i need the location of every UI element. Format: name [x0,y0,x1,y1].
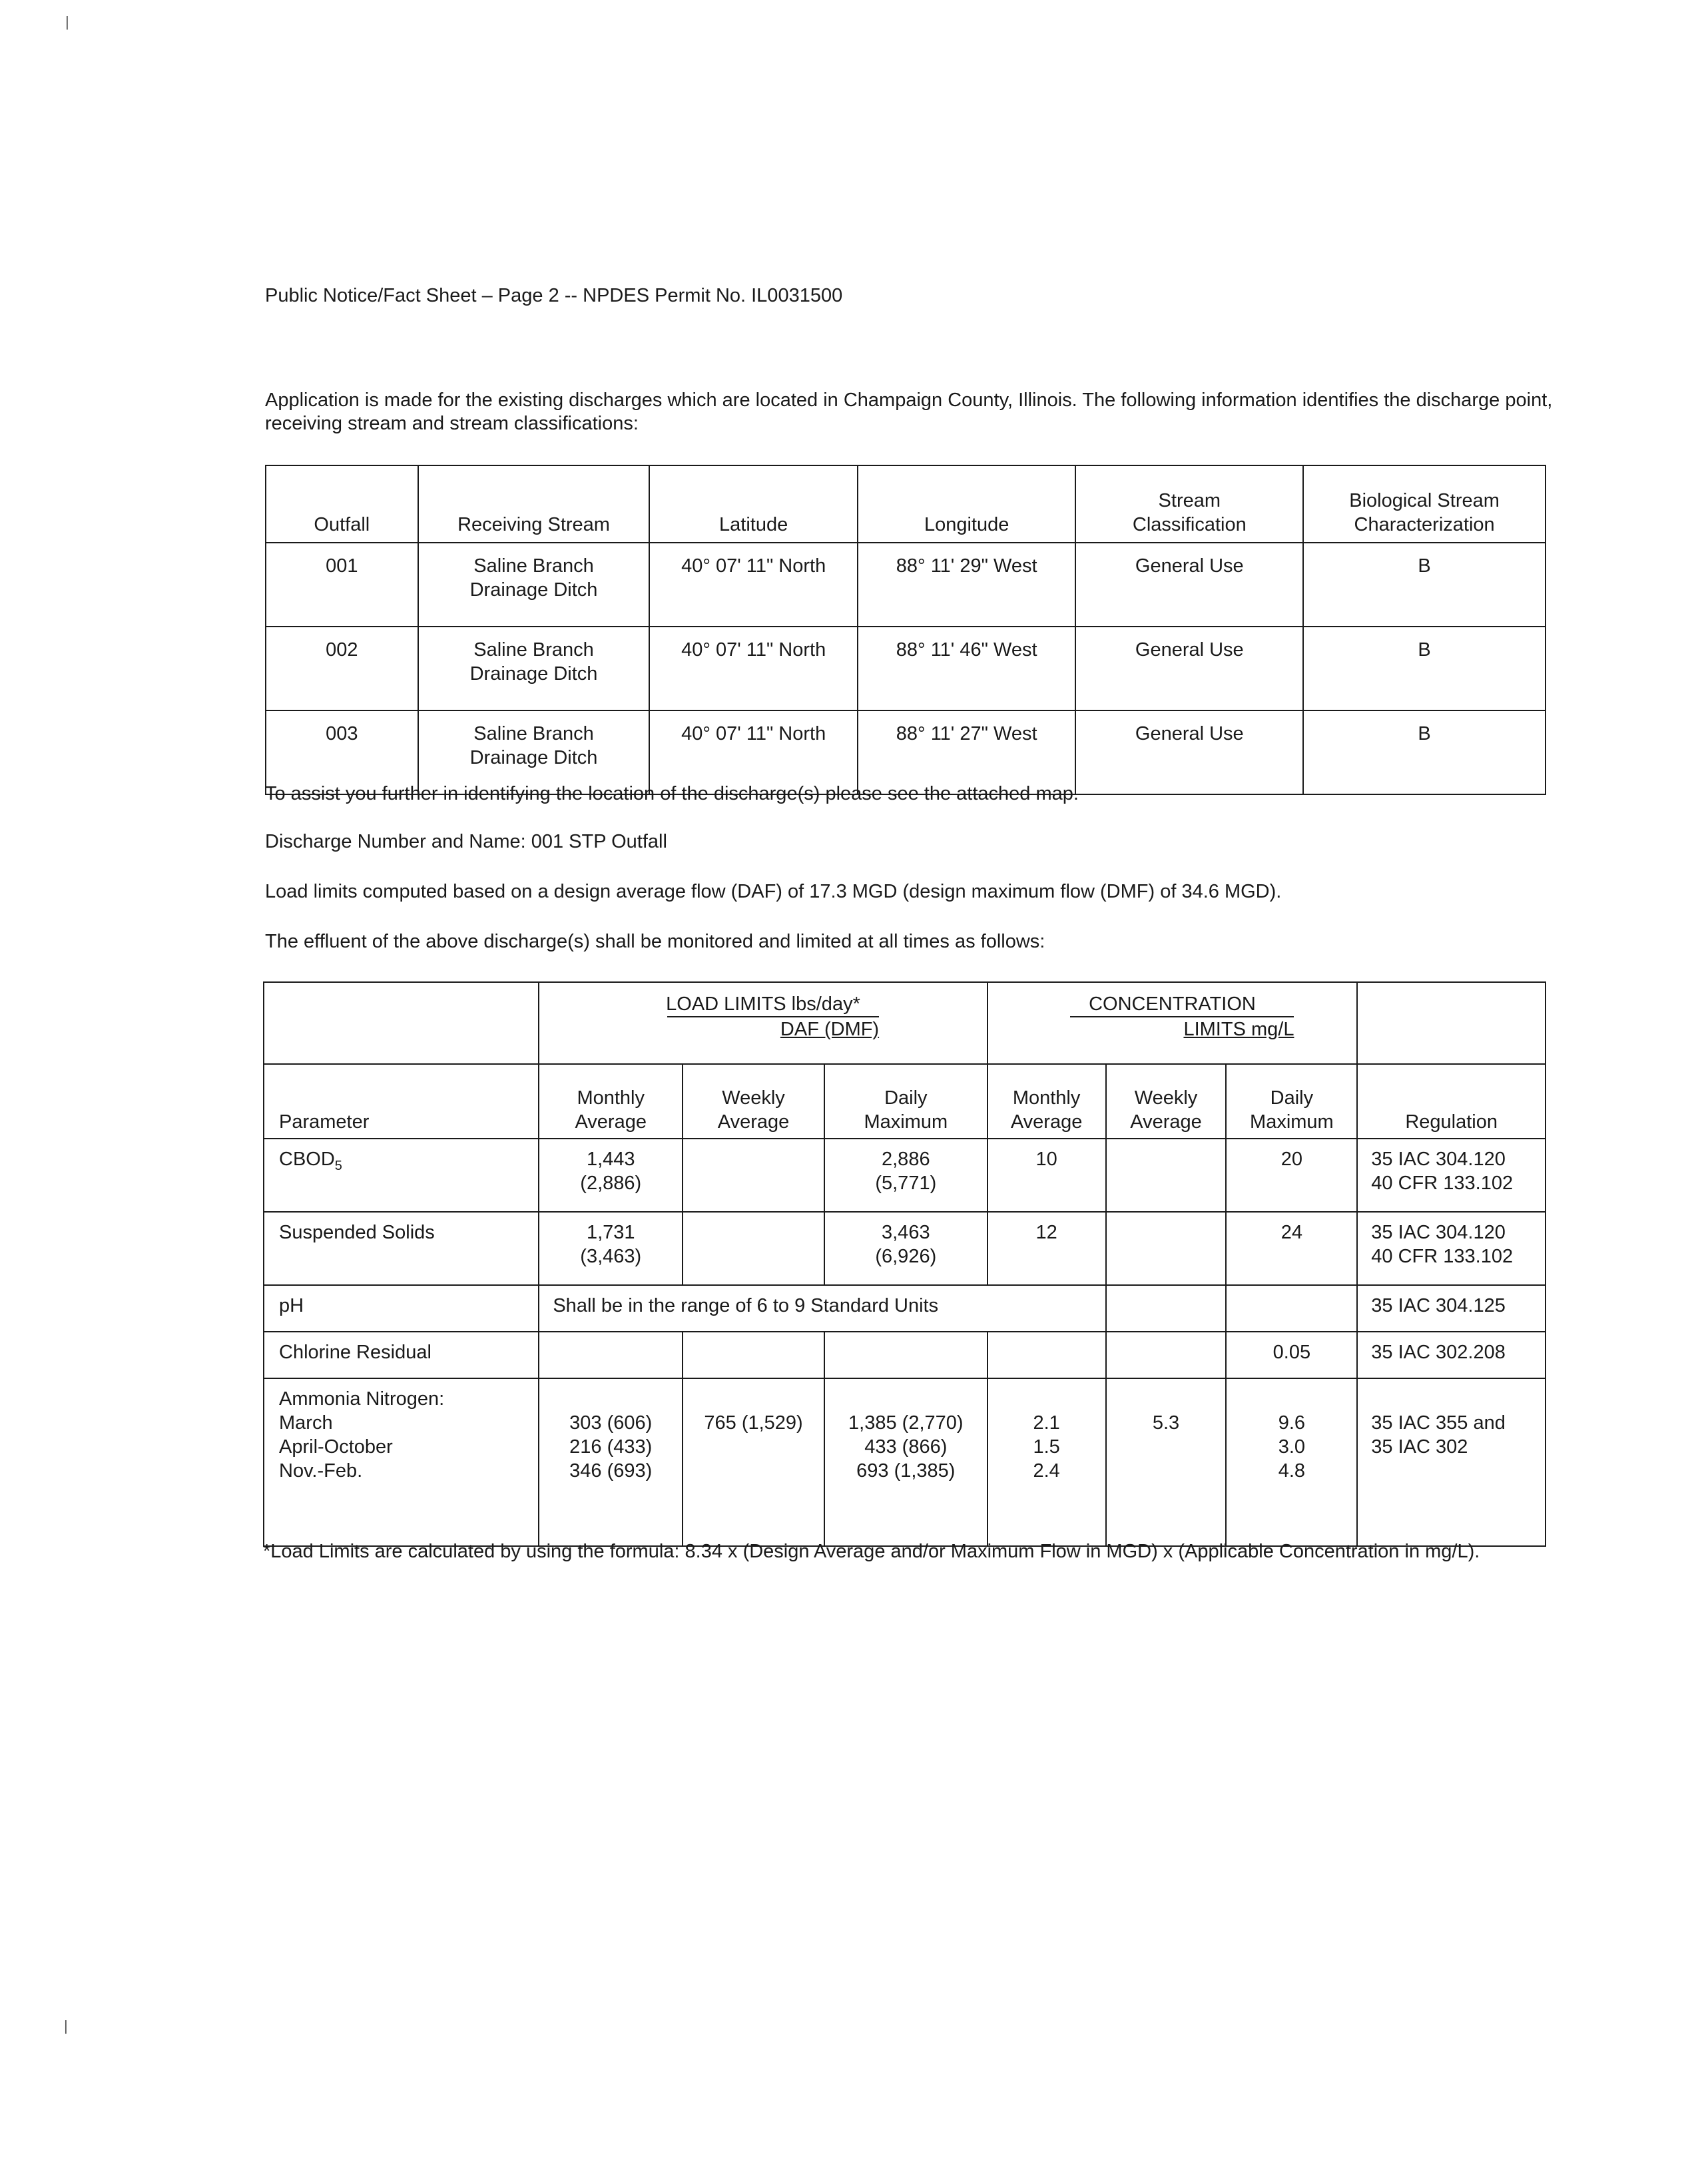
group-header-row [264,982,1546,1064]
cell-classification: General Use [1075,627,1303,710]
value: 2.1 [1033,1412,1060,1434]
stream-name: Saline Branch Drainage Ditch [469,555,598,601]
col-header-load-monthly [539,1064,683,1139]
scan-mark: | [65,13,69,30]
col-header-conc-monthly [988,1064,1106,1139]
cell-ph-range: Shall be in the range of 6 to 9 Standard Units [539,1285,1105,1332]
cell-load-monthly [539,1378,683,1546]
cell-conc-weekly [1106,1139,1227,1212]
cell-load-daily [824,1378,988,1546]
value: Ammonia Nitrogen: [279,1388,445,1410]
cell-classification: General Use [1075,710,1303,794]
cell-bio: B [1303,710,1546,794]
outfall-header-row [266,465,1546,543]
cell-conc-monthly [988,1378,1106,1546]
header-label: Weekly Average [717,1087,790,1133]
param-chlorine: Chlorine Residual [264,1332,539,1378]
value: 35 IAC 355 and [1371,1412,1506,1434]
effluent-limits-table [263,981,1546,1547]
table-row-suspended-solids [264,1212,1546,1285]
footnote: *Load Limits are calculated by using the formula: 8.34 x (Design Average and/or Maximum Flow in MGD) x (Applicable Concentration in mg/L). [263,1541,1480,1562]
table-row-ammonia [264,1378,1546,1546]
cell-conc-daily: 0.05 [1226,1332,1357,1378]
table-row [266,627,1546,710]
param-ammonia [264,1378,539,1546]
value: (3,463) [580,1246,642,1267]
value: 693 (1,385) [856,1460,956,1482]
value: Nov.-Feb. [279,1460,363,1482]
cell-conc-daily: 20 [1226,1139,1357,1212]
cell-load-monthly [539,1139,683,1212]
value: 3,463 [882,1222,930,1243]
cell-load-monthly [539,1332,683,1378]
col-header-regulation: Regulation [1357,1064,1546,1139]
stream-name: Saline Branch Drainage Ditch [469,639,598,684]
outfall-table [265,465,1546,795]
cell-longitude: 88° 11' 46" West [858,627,1076,710]
value: 3.0 [1278,1436,1306,1458]
col-header-load-daily [824,1064,988,1139]
cell-load-daily [824,1139,988,1212]
concentration-limits-group [988,982,1358,1064]
blank-cell [1357,982,1546,1064]
col-header-latitude: Latitude [649,465,858,543]
value: 1,731 [586,1222,635,1243]
value: 1,443 [586,1149,635,1170]
header-label: Monthly Average [1010,1087,1083,1133]
value: 2,886 [882,1149,930,1170]
table-row [266,543,1546,627]
load-limits-subtitle: DAF (DMF) [667,1016,879,1041]
concentration-title: CONCENTRATION [1089,993,1256,1015]
table-row [266,710,1546,794]
column-header-row [264,1064,1546,1139]
bio-characterization-label: Biological Stream Characterization [1349,490,1500,535]
discharge-paragraph: Discharge Number and Name: 001 STP Outfall [265,831,667,852]
value: 433 (866) [864,1436,948,1458]
cell-load-daily [824,1332,988,1378]
cell-outfall: 002 [266,627,418,710]
col-header-stream-classification [1075,465,1303,543]
col-header-conc-daily [1226,1064,1357,1139]
cell-conc-weekly [1106,1332,1227,1378]
value: 303 (606) [569,1412,653,1434]
cell-conc-monthly: 12 [988,1212,1106,1285]
cell-stream [418,627,650,710]
param-ph: pH [264,1285,539,1332]
value: 346 (693) [569,1460,653,1482]
load-paragraph: Load limits computed based on a design average flow (DAF) of 17.3 MGD (design maximum flow (DMF) of 34.6 MGD). [265,881,1282,902]
cell-conc-weekly [1106,1212,1227,1285]
cell-load-weekly: 765 (1,529) [683,1378,824,1546]
concentration-subtitle: LIMITS mg/L [1070,1016,1294,1041]
cell-regulation [1357,1212,1546,1285]
cell-latitude: 40° 07' 11" North [649,627,858,710]
cell-outfall: 003 [266,710,418,794]
cell-conc-daily: 24 [1226,1212,1357,1285]
cell-latitude: 40° 07' 11" North [649,543,858,627]
cell-load-monthly [539,1212,683,1285]
value: (5,771) [875,1173,937,1194]
load-limits-title: LOAD LIMITS lbs/day* [666,993,860,1015]
param-suspended-solids: Suspended Solids [264,1212,539,1285]
value: 35 IAC 302 [1371,1436,1468,1458]
cell-bio: B [1303,627,1546,710]
cell-load-weekly [683,1212,824,1285]
value: 35 IAC 304.120 [1371,1149,1506,1170]
value: 2.4 [1033,1460,1060,1482]
header-label: Daily Maximum [864,1087,948,1133]
value: March [279,1412,333,1434]
cell-classification: General Use [1075,543,1303,627]
table-row-cbod [264,1139,1546,1212]
col-header-bio-characterization [1303,465,1546,543]
stream-classification-label: Stream Classification [1132,490,1247,535]
cell-load-daily [824,1212,988,1285]
col-header-longitude: Longitude [858,465,1076,543]
stream-name: Saline Branch Drainage Ditch [469,723,598,768]
col-header-parameter: Parameter [264,1064,539,1139]
cell-conc-monthly: 10 [988,1139,1106,1212]
value: (6,926) [875,1246,937,1267]
value: 4.8 [1278,1460,1306,1482]
cell-regulation: 35 IAC 304.125 [1357,1285,1546,1332]
value: 9.6 [1278,1412,1306,1434]
param-subscript: 5 [334,1158,342,1173]
load-limits-group [539,982,987,1064]
header-label: Monthly Average [575,1087,647,1133]
value: April-October [279,1436,393,1458]
col-header-conc-weekly [1106,1064,1227,1139]
param-label: CBOD [279,1149,335,1170]
table-row-chlorine [264,1332,1546,1378]
cell-stream [418,543,650,627]
intro-paragraph: Application is made for the existing discharges which are located in Champaign County, Illinois. The following information identifies the discharge point, receiving stream and stream classifications: [265,390,1553,434]
value: 1,385 (2,770) [848,1412,964,1434]
cell-conc-daily [1226,1285,1357,1332]
value: 40 CFR 133.102 [1371,1246,1514,1267]
cell-regulation: 35 IAC 302.208 [1357,1332,1546,1378]
value: 1.5 [1033,1436,1060,1458]
value: 35 IAC 304.120 [1371,1222,1506,1243]
cell-conc-monthly [988,1332,1106,1378]
header-label: Daily Maximum [1250,1087,1334,1133]
col-header-receiving-stream: Receiving Stream [418,465,650,543]
cell-longitude: 88° 11' 29" West [858,543,1076,627]
value: 40 CFR 133.102 [1371,1173,1514,1194]
cell-conc-weekly: 5.3 [1106,1378,1227,1546]
cell-latitude: 40° 07' 11" North [649,710,858,794]
cell-conc-daily [1226,1378,1357,1546]
cell-load-weekly [683,1139,824,1212]
blank-cell [264,982,539,1064]
map-paragraph: To assist you further in identifying the location of the discharge(s) please see the attached map. [265,783,1079,804]
cell-stream [418,710,650,794]
header-label: Weekly Average [1130,1087,1202,1133]
scan-mark: | [64,2018,68,2034]
value: (2,886) [580,1173,642,1194]
page-header: Public Notice/Fact Sheet – Page 2 -- NPDES Permit No. IL0031500 [265,285,843,306]
cell-regulation [1357,1139,1546,1212]
cell-outfall: 001 [266,543,418,627]
param-cbod [264,1139,539,1212]
col-header-load-weekly [683,1064,824,1139]
value: 216 (433) [569,1436,653,1458]
effluent-paragraph: The effluent of the above discharge(s) shall be monitored and limited at all times as follows: [265,931,1045,952]
cell-longitude: 88° 11' 27" West [858,710,1076,794]
cell-bio: B [1303,543,1546,627]
cell-regulation [1357,1378,1546,1546]
cell-conc-weekly [1106,1285,1227,1332]
table-row-ph [264,1285,1546,1332]
col-header-outfall: Outfall [266,465,418,543]
cell-load-weekly [683,1332,824,1378]
